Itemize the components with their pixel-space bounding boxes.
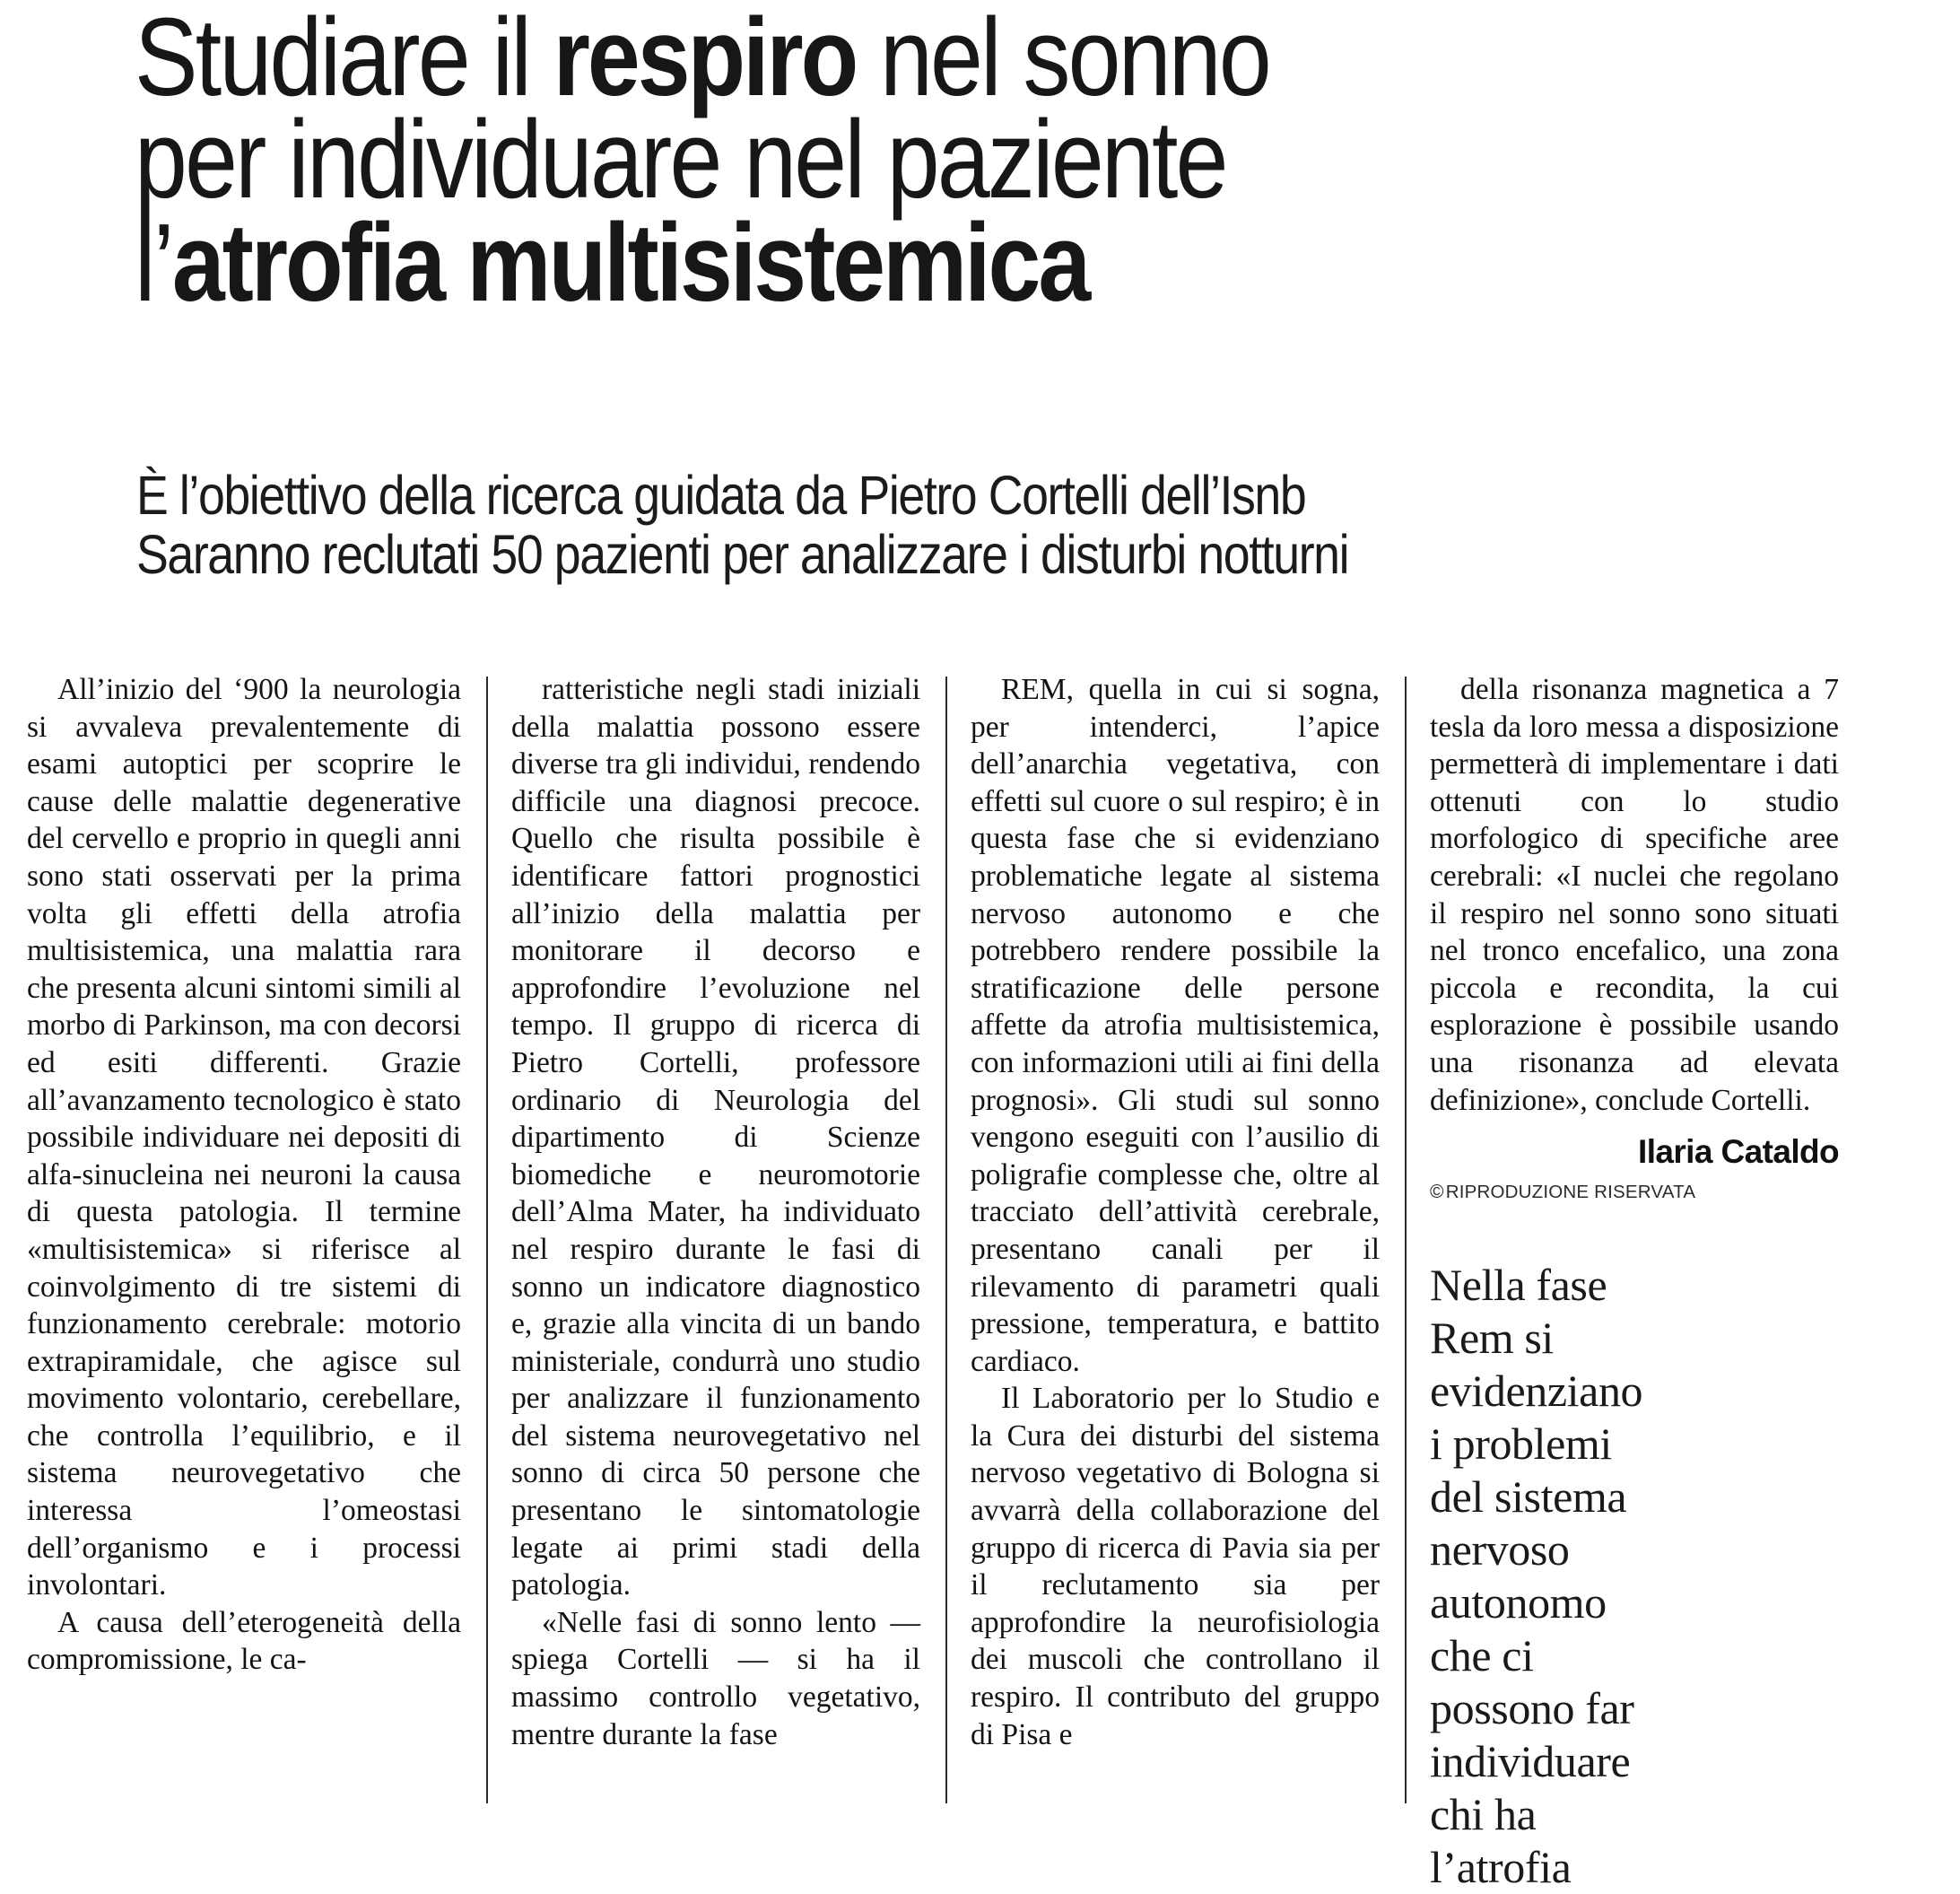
pull-quote-line: Nella fase	[1430, 1260, 1607, 1311]
body-column-1	[27, 671, 486, 1803]
pull-quote-line: individuare	[1430, 1736, 1631, 1787]
copyright-notice	[1430, 1182, 1839, 1203]
pull-quote-line: i problemi	[1430, 1418, 1612, 1470]
pull-quote-line: nervoso	[1430, 1524, 1570, 1575]
paragraph: «Nelle fasi di sonno lento — spiega Cortelli — si ha il massimo controllo vegetativo, mentre durante la fase	[511, 1605, 920, 1751]
pull-quote-line: chi ha	[1430, 1789, 1537, 1840]
deck	[136, 467, 1930, 585]
deck-line-1: È l’obiettivo della ricerca guidata da Pietro Cortelli dell’Isnb	[136, 465, 1306, 526]
headline-line-2: per individuare nel paziente	[135, 99, 1226, 223]
pull-quote-line: l’atrofia	[1430, 1842, 1572, 1893]
article-body	[27, 671, 1938, 1893]
paragraph: All’inizio del ‘900 la neurologia si avvaleva prevalentemente di esami autoptici per scoprire le cause delle malattie degenerative del cervello e proprio in quegli anni sono stati osservati per la prima volta gli effetti della atrofia multisistemica, una malattia rara che presenta alcuni sintomi simili al morbo di Parkinson, ma con decorsi ed esiti differenti. Grazie all’avanzamento tecnologico è stato possibile individuare nei depositi di alfa-sinucleina nei neuroni la causa di questa patologia. Il termine «multisistemica» si riferisce al coinvolgimento di tre sistemi di funzionamento cerebrale: motorio extrapiramidale, che agisce sul movimento volontario, cerebellare, che controlla l’equilibrio, e il sistema neurovegetativo che interessa l’omeostasi dell’organismo e i processi involontari.	[27, 673, 461, 1602]
pull-quote-line: che ci	[1430, 1630, 1534, 1681]
byline-author: Ilaria Cataldo	[1638, 1133, 1839, 1171]
headline-line-3-pre: l’	[135, 201, 172, 325]
pull-quote-line: possono far	[1430, 1683, 1634, 1734]
pull-quote	[1430, 1259, 1839, 1894]
pull-quote-line: evidenziano	[1430, 1366, 1643, 1417]
deck-line-2: Saranno reclutati 50 pazienti per analizzare i disturbi notturni	[136, 523, 1349, 585]
headline-line-1-emphasis: respiro	[553, 0, 857, 119]
column-divider-rule	[945, 676, 947, 1803]
column-divider-rule	[1405, 676, 1407, 1803]
column-divider-rule	[486, 676, 488, 1803]
pull-quote-line: autonomo	[1430, 1577, 1607, 1628]
body-column-3	[945, 671, 1405, 1803]
copyright-icon: ©	[1430, 1182, 1444, 1203]
paragraph: Il Laboratorio per lo Studio e la Cura dei disturbi del sistema nervoso vegetativo di Bologna si avvarrà della collaborazione del gruppo di ricerca di Pavia sia per il reclutamento sia per approfondire la neurofisiologia dei muscoli che controllano il respiro. Il contributo del gruppo di Pisa e	[971, 1382, 1380, 1751]
headline-line-1-pre: Studiare il	[135, 0, 553, 119]
paragraph: A causa dell’eterogeneità della compromissione, le ca-	[27, 1605, 461, 1677]
paragraph: REM, quella in cui si sogna, per intenderci, l’apice dell’anarchia vegetativa, con effetti sul cuore o sul respiro; è in questa fase che si evidenziano problematiche legate al sistema nervoso autonomo e che potrebbero rendere possibile la stratificazione delle persone affette da atrofia multisistemica, con informazioni utili ai fini della prognosi». Gli studi sul sonno vengono eseguiti con l’ausilio di poligrafie complesse che, oltre al tracciato dell’attività cerebrale, presentano canali per il rilevamento di parametri quali pressione, temperatura, e battito cardiaco.	[971, 673, 1380, 1378]
paragraph: della risonanza magnetica a 7 tesla da loro messa a disposizione permetterà di implementare i dati ottenuti con lo studio morfologico di specifiche aree cerebrali: «I nuclei che regolano il respiro nel sonno sono situati nel tronco encefalico, una zona piccola e recondita, la cui esplorazione è possibile usando una risonanza ad elevata definizione», conclude Cortelli.	[1430, 673, 1839, 1117]
body-column-2	[486, 671, 945, 1803]
pull-quote-line: Rem si	[1430, 1313, 1554, 1364]
pull-quote-line: del sistema	[1430, 1471, 1627, 1523]
headline-line-1	[135, 0, 1647, 119]
headline-line-3-emphasis: atrofia multisistemica	[171, 201, 1089, 325]
headline	[135, 0, 1893, 325]
headline-line-3	[135, 201, 1647, 325]
body-column-4	[1405, 671, 1864, 1893]
paragraph: ratteristiche negli stadi iniziali della malattia possono essere diverse tra gli individui, rendendo difficile una diagnosi precoce. Quello che risulta possibile è identificare fattori prognostici all’inizio della malattia per monitorare il decorso e approfondire l’evoluzione nel tempo. Il gruppo di ricerca di Pietro Cortelli, professore ordinario di Neurologia del dipartimento di Scienze biomediche e neuromotorie dell’Alma Mater, ha individuato nel respiro durante le fasi di sonno un indicatore diagnostico e, grazie alla vincita di un bando ministeriale, condurrà uno studio per analizzare il funzionamento del sistema neurovegetativo nel sonno di circa 50 persone che presentano le sintomatologie legate ai primi stadi della patologia.	[511, 673, 920, 1602]
headline-line-1-post: nel sonno	[856, 0, 1269, 119]
copyright-label: RIPRODUZIONE RISERVATA	[1445, 1182, 1696, 1203]
